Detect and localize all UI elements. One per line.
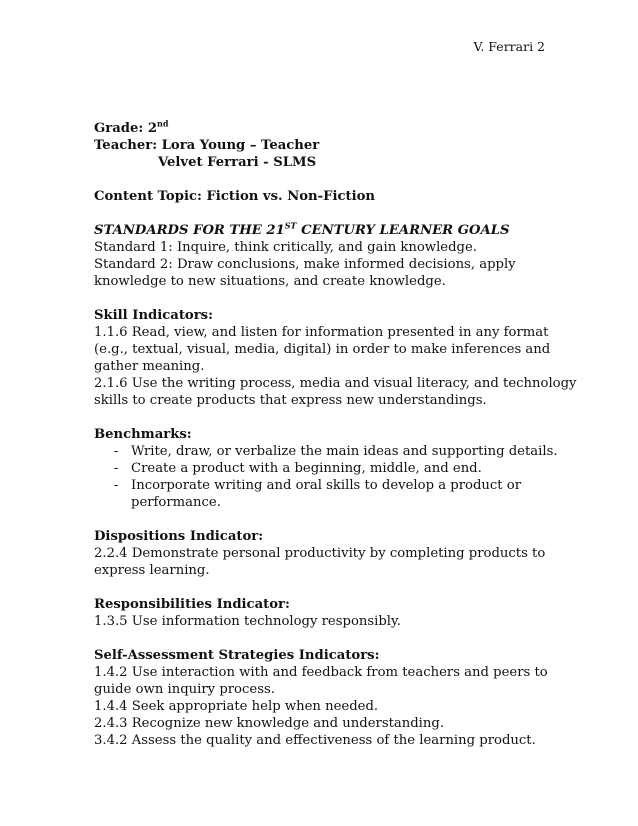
content-topic: Content Topic: Fiction vs. Non-Fiction bbox=[94, 189, 375, 204]
standards-heading-pre: STANDARDS FOR THE 21 bbox=[94, 223, 285, 238]
grade-label: Grade: 2 bbox=[94, 121, 158, 136]
standards-line: Standard 1: Inquire, think critically, and gain knowledge. bbox=[94, 240, 477, 255]
standards-heading-sup: ST bbox=[284, 220, 297, 231]
standards-heading bbox=[94, 222, 554, 239]
list-item bbox=[94, 460, 554, 477]
skills-line: 2.1.6 Use the writing process, media and visual literacy, and technology bbox=[94, 376, 577, 391]
skills-heading: Skill Indicators: bbox=[94, 308, 213, 323]
dispositions-line: express learning. bbox=[94, 563, 210, 578]
self-assessment-line: 3.4.2 Assess the quality and effectiveness of the learning product. bbox=[94, 733, 536, 748]
benchmark-text: Create a product with a beginning, middle, and end. bbox=[131, 461, 482, 476]
skills-line: gather meaning. bbox=[94, 359, 205, 374]
list-item bbox=[94, 477, 554, 511]
teacher-line-2: Velvet Ferrari - SLMS bbox=[158, 155, 317, 170]
bullet-dash: - bbox=[114, 461, 119, 476]
standards-line: Standard 2: Draw conclusions, make informed decisions, apply bbox=[94, 257, 516, 272]
standards-heading-post: CENTURY LEARNER GOALS bbox=[296, 223, 510, 238]
grade-superscript: nd bbox=[157, 118, 169, 129]
bullet-dash: - bbox=[114, 478, 119, 493]
dispositions-line: 2.2.4 Demonstrate personal productivity by completing products to bbox=[94, 546, 546, 561]
skills-line: skills to create products that express new understandings. bbox=[94, 393, 487, 408]
standards-line: knowledge to new situations, and create knowledge. bbox=[94, 274, 446, 289]
self-assessment-line: 1.4.4 Seek appropriate help when needed. bbox=[94, 699, 379, 714]
page-header-label: V. Ferrari 2 bbox=[473, 39, 545, 54]
benchmark-text: performance. bbox=[131, 495, 221, 510]
benchmarks-heading: Benchmarks: bbox=[94, 427, 192, 442]
responsibilities-line: 1.3.5 Use information technology responsibly. bbox=[94, 614, 401, 629]
benchmark-text: Write, draw, or verbalize the main ideas and supporting details. bbox=[131, 444, 558, 459]
self-assessment-line: 1.4.2 Use interaction with and feedback from teachers and peers to bbox=[94, 665, 548, 680]
skills-line: (e.g., textual, visual, media, digital) in order to make inferences and bbox=[94, 342, 551, 357]
bullet-dash: - bbox=[114, 444, 119, 459]
self-assessment-line: guide own inquiry process. bbox=[94, 682, 275, 697]
benchmark-text: Incorporate writing and oral skills to develop a product or bbox=[131, 478, 522, 493]
teacher-line: Teacher: Lora Young – Teacher bbox=[94, 138, 320, 153]
dispositions-heading: Dispositions Indicator: bbox=[94, 529, 264, 544]
self-assessment-heading: Self-Assessment Strategies Indicators: bbox=[94, 648, 380, 663]
list-item bbox=[94, 443, 558, 460]
skills-line: 1.1.6 Read, view, and listen for information presented in any format bbox=[94, 325, 549, 340]
lesson-plan-body bbox=[94, 118, 577, 749]
benchmarks-list bbox=[94, 443, 558, 511]
self-assessment-line: 2.4.3 Recognize new knowledge and understanding. bbox=[94, 716, 445, 731]
responsibilities-heading: Responsibilities Indicator: bbox=[94, 597, 290, 612]
grade-line bbox=[94, 120, 554, 137]
